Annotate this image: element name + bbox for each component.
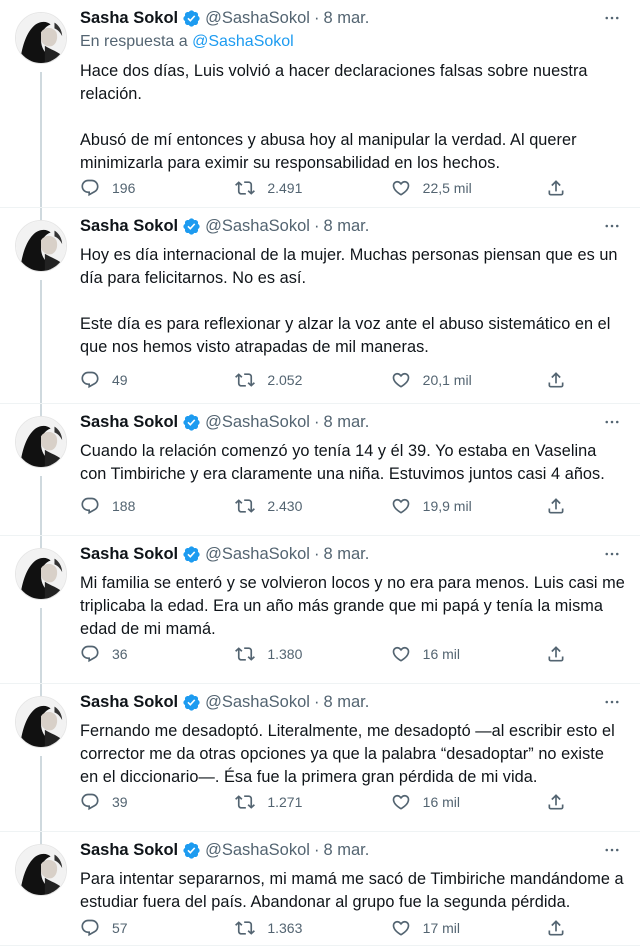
like-count: 16 mil — [422, 794, 461, 810]
tweet[interactable] — [0, 536, 640, 684]
retweet-count: 2.491 — [267, 180, 303, 196]
separator-dot: · — [313, 840, 320, 859]
author-name[interactable]: Sasha Sokol — [80, 840, 179, 859]
like-button[interactable] — [391, 918, 501, 938]
verified-badge — [182, 841, 201, 860]
share-button[interactable] — [546, 792, 570, 812]
reply-count: 49 — [112, 372, 128, 388]
tweet-header — [80, 542, 626, 566]
like-button[interactable] — [391, 178, 501, 198]
separator-dot: · — [313, 216, 320, 235]
thread-connector — [40, 72, 42, 208]
heart-icon — [391, 496, 411, 516]
verified-badge — [182, 217, 201, 236]
separator-dot: · — [313, 692, 320, 711]
share-button[interactable] — [546, 644, 570, 664]
reply-count: 36 — [112, 646, 128, 662]
verified-badge — [182, 545, 201, 564]
upload-share-icon — [546, 370, 566, 390]
speech-bubble-icon — [80, 792, 100, 812]
avatar-photo — [16, 417, 66, 467]
reply-button[interactable] — [80, 792, 190, 812]
author-handle[interactable]: @SashaSokol — [205, 216, 310, 235]
like-count: 17 mil — [422, 920, 461, 936]
like-count: 22,5 mil — [422, 180, 472, 196]
speech-bubble-icon — [80, 370, 100, 390]
avatar[interactable] — [15, 548, 67, 600]
share-button[interactable] — [546, 370, 570, 390]
speech-bubble-icon — [80, 178, 100, 198]
avatar-photo — [16, 845, 66, 895]
upload-share-icon — [546, 644, 566, 664]
retweet-count: 2.052 — [267, 372, 303, 388]
tweet-text: Hace dos días, Luis volvió a hacer declaraciones falsas sobre nuestra relación. Abusó de mí entonces y abusa hoy al manipular la verdad. Al querer minimizarla para eximir su responsabilidad en los hechos. — [80, 62, 588, 172]
retweet-arrows-icon — [235, 370, 255, 390]
verified-badge — [182, 693, 201, 712]
tweet-content — [80, 214, 626, 359]
avatar[interactable] — [15, 844, 67, 896]
tweet-actions — [80, 494, 570, 518]
retweet-button[interactable] — [235, 792, 345, 812]
avatar[interactable] — [15, 220, 67, 272]
reply-button[interactable] — [80, 370, 190, 390]
tweet-header — [80, 410, 626, 434]
tweet-content — [80, 410, 626, 486]
retweet-arrows-icon — [235, 918, 255, 938]
verified-badge-icon — [182, 413, 201, 432]
heart-icon — [391, 178, 411, 198]
reply-mention-link[interactable]: @SashaSokol — [192, 33, 294, 50]
author-handle[interactable]: @SashaSokol — [205, 8, 310, 27]
retweet-button[interactable] — [235, 370, 345, 390]
author-name[interactable]: Sasha Sokol — [80, 412, 179, 431]
reply-button[interactable] — [80, 918, 190, 938]
avatar[interactable] — [15, 12, 67, 64]
tweet-date[interactable]: 8 mar. — [323, 544, 370, 563]
verified-badge-icon — [182, 217, 201, 236]
retweet-arrows-icon — [235, 496, 255, 516]
avatar[interactable] — [15, 416, 67, 468]
tweet[interactable] — [0, 0, 640, 208]
tweet-content — [80, 6, 626, 175]
like-count: 16 mil — [422, 646, 461, 662]
tweet-text: Cuando la relación comenzó yo tenía 14 y él 39. Yo estaba en Vaselina con Timbiriche y era claramente una niña. Estuvimos juntos casi 4 años. — [80, 442, 605, 483]
tweet-date[interactable]: 8 mar. — [323, 216, 370, 235]
like-button[interactable] — [391, 496, 501, 516]
more-dots-icon — [603, 545, 621, 563]
verified-badge — [182, 413, 201, 432]
tweet-actions — [80, 790, 570, 814]
retweet-count: 2.430 — [267, 498, 303, 514]
tweet[interactable] — [0, 684, 640, 832]
author-handle[interactable]: @SashaSokol — [205, 840, 310, 859]
more-options-button[interactable] — [598, 214, 626, 238]
thread-connector — [40, 476, 42, 536]
avatar-photo — [16, 221, 66, 271]
more-dots-icon — [603, 413, 621, 431]
heart-icon — [391, 792, 411, 812]
reply-count: 188 — [112, 498, 136, 514]
upload-share-icon — [546, 918, 566, 938]
share-button[interactable] — [546, 178, 570, 198]
author-name[interactable]: Sasha Sokol — [80, 8, 179, 27]
retweet-button[interactable] — [235, 644, 345, 664]
heart-icon — [391, 370, 411, 390]
more-dots-icon — [603, 693, 621, 711]
verified-badge-icon — [182, 9, 201, 28]
verified-badge-icon — [182, 545, 201, 564]
reply-button[interactable] — [80, 496, 190, 516]
tweet-actions — [80, 642, 570, 666]
speech-bubble-icon — [80, 918, 100, 938]
tweet-text: Para intentar separarnos, mi mamá me sacó de Timbiriche mandándome a estudiar fuera del país. Abandonar al grupo fue la segunda pérdida. — [80, 870, 629, 911]
more-options-button[interactable] — [598, 542, 626, 566]
reply-count: 39 — [112, 794, 128, 810]
author-name[interactable]: Sasha Sokol — [80, 692, 179, 711]
retweet-arrows-icon — [235, 792, 255, 812]
upload-share-icon — [546, 178, 566, 198]
tweet-header — [80, 6, 626, 30]
heart-icon — [391, 918, 411, 938]
share-button[interactable] — [546, 496, 570, 516]
retweet-count: 1.363 — [267, 920, 303, 936]
reply-button[interactable] — [80, 644, 190, 664]
thread-connector — [40, 608, 42, 684]
separator-dot: · — [313, 412, 320, 431]
tweet-date[interactable]: 8 mar. — [323, 412, 370, 431]
separator-dot: · — [313, 8, 320, 27]
author-name[interactable]: Sasha Sokol — [80, 544, 179, 563]
more-options-button[interactable] — [598, 410, 626, 434]
more-options-button[interactable] — [598, 838, 626, 862]
tweet-actions — [80, 368, 570, 392]
tweet-text: Mi familia se enteró y se volvieron locos y no era para menos. Luis casi me triplicaba la edad. Era un año más grande que mi papá y tenía la misma edad de mi mamá. — [80, 574, 630, 638]
verified-badge-icon — [182, 841, 201, 860]
tweet-actions — [80, 916, 570, 940]
upload-share-icon — [546, 496, 566, 516]
separator-dot: · — [313, 544, 320, 563]
tweet-text: Fernando me desadoptó. Literalmente, me desadoptó —al escribir esto el corrector me da otras opciones ya que la palabra “desadoptar” no existe en el diccionario—. Ésa fue la primera gran pérdida de mi vida. — [80, 722, 620, 786]
tweet-header — [80, 838, 626, 862]
retweet-arrows-icon — [235, 178, 255, 198]
reply-count: 57 — [112, 920, 128, 936]
tweet-header — [80, 214, 626, 238]
tweet-date[interactable]: 8 mar. — [323, 840, 370, 859]
like-button[interactable] — [391, 644, 501, 664]
tweet-text: Hoy es día internacional de la mujer. Muchas personas piensan que es un día para felicitarnos. No es así. Este día es para reflexionar y alzar la voz ante el abuso sistemático en el que nos hemos visto atrapadas de mil maneras. — [80, 246, 618, 356]
tweet[interactable] — [0, 208, 640, 404]
tweet-date[interactable]: 8 mar. — [323, 692, 370, 711]
share-button[interactable] — [546, 918, 570, 938]
retweet-count: 1.380 — [267, 646, 303, 662]
retweet-button[interactable] — [235, 496, 345, 516]
speech-bubble-icon — [80, 496, 100, 516]
reply-context — [80, 30, 626, 54]
tweet[interactable] — [0, 832, 640, 946]
like-button[interactable] — [391, 792, 501, 812]
avatar-photo — [16, 549, 66, 599]
author-handle[interactable]: @SashaSokol — [205, 692, 310, 711]
thread-connector — [40, 756, 42, 832]
like-button[interactable] — [391, 370, 501, 390]
reply-prefix: En respuesta a — [80, 33, 193, 50]
more-dots-icon — [603, 841, 621, 859]
more-dots-icon — [603, 217, 621, 235]
more-dots-icon — [603, 9, 621, 27]
verified-badge-icon — [182, 693, 201, 712]
reply-count: 196 — [112, 180, 136, 196]
retweet-count: 1.271 — [267, 794, 303, 810]
author-handle[interactable]: @SashaSokol — [205, 544, 310, 563]
reply-button[interactable] — [80, 178, 190, 198]
upload-share-icon — [546, 792, 566, 812]
author-handle[interactable]: @SashaSokol — [205, 412, 310, 431]
more-options-button[interactable] — [598, 6, 626, 30]
retweet-arrows-icon — [235, 644, 255, 664]
avatar-photo — [16, 13, 66, 63]
tweet-content — [80, 838, 629, 914]
more-options-button[interactable] — [598, 690, 626, 714]
like-count: 19,9 mil — [422, 498, 472, 514]
like-count: 20,1 mil — [422, 372, 472, 388]
retweet-button[interactable] — [235, 178, 345, 198]
tweet-date[interactable]: 8 mar. — [323, 8, 370, 27]
thread-connector — [40, 280, 42, 404]
heart-icon — [391, 644, 411, 664]
speech-bubble-icon — [80, 644, 100, 664]
retweet-button[interactable] — [235, 918, 345, 938]
avatar[interactable] — [15, 696, 67, 748]
verified-badge — [182, 9, 201, 28]
author-name[interactable]: Sasha Sokol — [80, 216, 179, 235]
tweet-actions — [80, 176, 570, 200]
tweet-content — [80, 690, 626, 789]
avatar-photo — [16, 697, 66, 747]
tweet[interactable] — [0, 404, 640, 536]
tweet-header — [80, 690, 626, 714]
tweet-content — [80, 542, 630, 641]
